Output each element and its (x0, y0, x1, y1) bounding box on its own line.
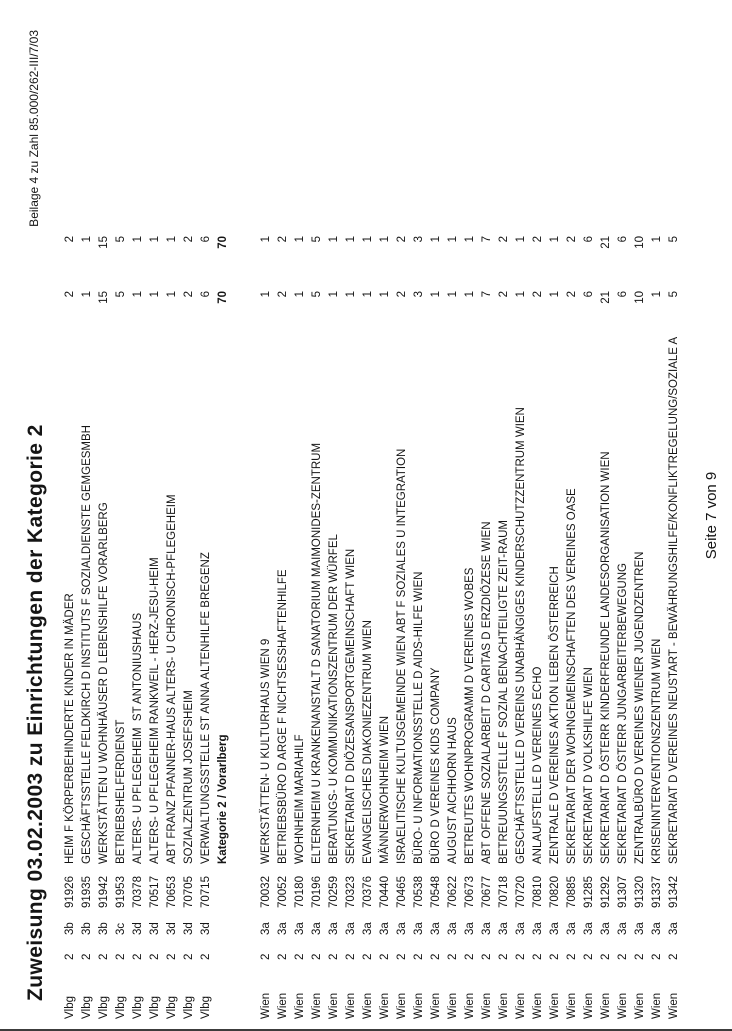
facility-name-cell: ALTERS- U PFLEGEHEIM RANKWEIL - HERZ-JESU-HEIM (149, 557, 161, 864)
count-primary-cell: 1 (515, 291, 527, 298)
sequence-cell: 2 (583, 953, 595, 960)
count-primary-cell: 7 (481, 291, 493, 298)
region-cell: Wien (379, 992, 391, 1019)
count-secondary-cell: 1 (430, 236, 442, 243)
category-cell: 3a (311, 922, 323, 935)
count-primary-cell: 5 (311, 291, 323, 298)
facility-name-cell: SEKRETARIAT D ÖSTERR JUNGARBEITERBEWEGUNG (617, 563, 629, 864)
facility-name-cell: ELTERNHEIM U KRANKENANSTALT D SANATORIUM MAIMONIDES-ZENTRUM (311, 442, 323, 864)
region-cell: Wien (396, 992, 408, 1019)
table-row (666, 0, 683, 1031)
category-cell: 3b (81, 922, 93, 935)
count-secondary-cell: 5 (115, 236, 127, 243)
region-cell: Wien (260, 992, 272, 1019)
table-row (394, 0, 411, 1031)
table-row (462, 0, 479, 1031)
row-spacer (232, 0, 258, 1031)
count-secondary-cell: 5 (668, 236, 680, 243)
sequence-cell: 2 (617, 953, 629, 960)
sequence-cell: 2 (277, 953, 289, 960)
count-secondary-cell: 2 (498, 236, 510, 243)
facility-name-cell: HEIM F KÖRPERBEHINDERTE KINDER IN MÄDER (64, 593, 76, 864)
count-primary-cell: 3 (413, 291, 425, 298)
table-row (530, 0, 547, 1031)
table-row (428, 0, 445, 1031)
page-number: Seite 7 von 9 (703, 471, 720, 560)
region-cell: Wien (447, 992, 459, 1019)
category-cell: 3c (115, 922, 127, 935)
count-secondary-cell: 6 (617, 236, 629, 243)
count-primary-cell: 1 (447, 291, 459, 298)
region-cell: Wien (413, 992, 425, 1019)
count-primary-cell: 6 (617, 291, 629, 298)
facility-name-cell: GESCHÄFTSSTELLE FELDKIRCH D INSTITUTS F SOZIALDIENSTE GEMGESMBH (81, 425, 93, 864)
table-row (479, 0, 496, 1031)
region-cell: Wien (345, 992, 357, 1019)
table-row (547, 0, 564, 1031)
region-cell: Wien (532, 992, 544, 1019)
region-cell: Wien (566, 992, 578, 1019)
count-primary-cell: 5 (115, 291, 127, 298)
sequence-cell: 2 (311, 953, 323, 960)
sequence-cell: 2 (64, 953, 76, 960)
count-secondary-cell: 10 (634, 236, 646, 249)
facility-name-cell: SOZIALZENTRUM JOSEFSHEIM (183, 690, 195, 864)
page-title: Zuweisung 03.02.2003 zu Einrichtungen der Kategorie 2 (24, 424, 47, 1001)
count-secondary-cell: 21 (600, 236, 612, 249)
count-primary-cell: 70 (217, 291, 229, 304)
count-primary-cell: 2 (498, 291, 510, 298)
category-cell: 3a (532, 922, 544, 935)
table-row (147, 0, 164, 1031)
assignments-table (62, 0, 683, 1031)
facility-name-cell: BÜRO D VEREINES KIDS COMPANY (430, 667, 442, 864)
count-secondary-cell: 1 (81, 236, 93, 243)
count-primary-cell: 5 (668, 291, 680, 298)
count-primary-cell: 1 (345, 291, 357, 298)
facility-name-cell: ABT OFFENE SOZIALARBEIT D CARITAS D ERZDIÖZESE WIEN (481, 521, 493, 864)
sequence-cell: 2 (651, 953, 663, 960)
sequence-cell: 2 (413, 953, 425, 960)
facility-name-cell: ZENTRALE D VEREINES AKTION LEBEN ÖSTERREICH (549, 566, 561, 864)
category-cell: 3d (166, 922, 178, 935)
sequence-cell: 2 (566, 953, 578, 960)
sequence-cell: 2 (532, 953, 544, 960)
count-primary-cell: 1 (260, 291, 272, 298)
count-primary-cell: 2 (277, 291, 289, 298)
category-cell: 3a (566, 922, 578, 935)
table-row (113, 0, 130, 1031)
count-secondary-cell: 1 (515, 236, 527, 243)
facility-id-cell: 70259 (328, 876, 340, 908)
facility-name-cell: SEKRETARIAT D ÖSTERR KINDERFREUNDE LANDESORGANISATION WIEN (600, 451, 612, 864)
count-primary-cell: 10 (634, 291, 646, 304)
facility-id-cell: 70715 (200, 876, 212, 908)
table-row (275, 0, 292, 1031)
facility-id-cell: 91942 (98, 876, 110, 908)
count-primary-cell: 1 (166, 291, 178, 298)
category-cell: 3a (294, 922, 306, 935)
table-row (343, 0, 360, 1031)
region-cell: Vlbg (132, 995, 144, 1019)
category-cell: 3a (515, 922, 527, 935)
count-primary-cell: 1 (294, 291, 306, 298)
table-row (496, 0, 513, 1031)
sequence-cell: 2 (345, 953, 357, 960)
sequence-cell: 2 (498, 953, 510, 960)
sequence-cell: 2 (183, 953, 195, 960)
sequence-cell: 2 (294, 953, 306, 960)
region-cell: Wien (668, 992, 680, 1019)
region-cell: Vlbg (64, 995, 76, 1019)
table-row (130, 0, 147, 1031)
facility-id-cell: 70885 (566, 876, 578, 908)
sequence-cell: 2 (481, 953, 493, 960)
count-secondary-cell: 3 (413, 236, 425, 243)
facility-id-cell: 70622 (447, 876, 459, 908)
count-primary-cell: 1 (362, 291, 374, 298)
table-row (564, 0, 581, 1031)
facility-id-cell: 70180 (294, 876, 306, 908)
table-row (309, 0, 326, 1031)
count-primary-cell: 1 (651, 291, 663, 298)
table-row (79, 0, 96, 1031)
sequence-cell: 2 (98, 953, 110, 960)
region-cell: Wien (430, 992, 442, 1019)
count-secondary-cell: 70 (217, 236, 229, 249)
facility-name-cell: BERATUNGS- U KOMMUNIKATIONSZENTRUM DER WÜRFEL (328, 534, 340, 864)
sequence-cell: 2 (515, 953, 527, 960)
table-row (198, 0, 215, 1031)
table-row (615, 0, 632, 1031)
count-secondary-cell: 6 (583, 236, 595, 243)
count-primary-cell: 1 (132, 291, 144, 298)
category-cell: 3a (617, 922, 629, 935)
sequence-cell: 2 (396, 953, 408, 960)
count-secondary-cell: 1 (132, 236, 144, 243)
region-cell: Vlbg (98, 995, 110, 1019)
region-cell: Wien (617, 992, 629, 1019)
facility-id-cell: 70517 (149, 876, 161, 908)
count-secondary-cell: 1 (328, 236, 340, 243)
facility-id-cell: 70538 (413, 876, 425, 908)
category-cell: 3a (430, 922, 442, 935)
count-secondary-cell: 2 (183, 236, 195, 243)
facility-id-cell: 91926 (64, 876, 76, 908)
sequence-cell: 2 (328, 953, 340, 960)
count-secondary-cell: 2 (64, 236, 76, 243)
count-primary-cell: 2 (183, 291, 195, 298)
region-cell: Wien (549, 992, 561, 1019)
count-secondary-cell: 1 (166, 236, 178, 243)
sequence-cell: 2 (379, 953, 391, 960)
category-cell: 3d (149, 922, 161, 935)
table-row (258, 0, 275, 1031)
region-cell: Wien (328, 992, 340, 1019)
facility-id-cell: 70032 (260, 876, 272, 908)
category-cell: 3a (481, 922, 493, 935)
table-row (164, 0, 181, 1031)
region-cell: Wien (600, 992, 612, 1019)
region-cell: Wien (498, 992, 510, 1019)
sequence-cell: 2 (430, 953, 442, 960)
category-cell: 3d (183, 922, 195, 935)
facility-id-cell: 70810 (532, 876, 544, 908)
table-row (632, 0, 649, 1031)
facility-id-cell: 91320 (634, 876, 646, 908)
category-cell: 3b (64, 922, 76, 935)
facility-name-cell: BETRIEBSHELFERDIENST (115, 719, 127, 864)
facility-name-cell: EVANGELISCHES DIAKONIEZENTRUM WIEN (362, 620, 374, 864)
facility-id-cell: 70653 (166, 876, 178, 908)
count-secondary-cell: 1 (549, 236, 561, 243)
facility-id-cell: 70718 (498, 876, 510, 908)
facility-name-cell: BETRIEBSBÜRO D ARGE F NICHTSESSHAFTENHILFE (277, 569, 289, 864)
sequence-cell: 2 (166, 953, 178, 960)
category-cell: 3a (413, 922, 425, 935)
facility-id-cell: 70378 (132, 876, 144, 908)
region-cell: Vlbg (200, 995, 212, 1019)
facility-name-cell: ALTERS- U PFLEGEHEIM ST ANTONIUSHAUS (132, 612, 144, 864)
count-primary-cell: 1 (81, 291, 93, 298)
region-cell: Wien (651, 992, 663, 1019)
category-cell: 3a (345, 922, 357, 935)
count-primary-cell: 6 (200, 291, 212, 298)
region-cell: Wien (583, 992, 595, 1019)
count-primary-cell: 1 (549, 291, 561, 298)
count-secondary-cell: 1 (651, 236, 663, 243)
facility-name-cell: WERKSTÄTTEN- U KULTURHAUS WIEN 9 (260, 638, 272, 864)
count-secondary-cell: 7 (481, 236, 493, 243)
facility-name-cell: GESCHÄFTSSTELLE D VEREINS UNABHÄNGIGES KINDERSCHUTZZENTRUM WIEN (515, 407, 527, 864)
table-row (292, 0, 309, 1031)
category-cell: 3a (583, 922, 595, 935)
sequence-cell: 2 (81, 953, 93, 960)
facility-id-cell: 91342 (668, 876, 680, 908)
sequence-cell: 2 (668, 953, 680, 960)
region-cell: Vlbg (115, 995, 127, 1019)
facility-name-cell: AUGUST AICHHORN HAUS (447, 717, 459, 864)
facility-id-cell: 70465 (396, 876, 408, 908)
count-primary-cell: 15 (98, 291, 110, 304)
facility-name-cell: SEKRETARIAT DER WOHNGEMEINSCHAFTEN DES VEREINES OASE (566, 488, 578, 864)
facility-name-cell: BÜRO- U INFORMATIONSSTELLE D AIDS-HILFE WIEN (413, 571, 425, 864)
category-cell: 3a (328, 922, 340, 935)
category-cell: 3a (634, 922, 646, 935)
region-cell: Wien (294, 992, 306, 1019)
table-row (513, 0, 530, 1031)
count-primary-cell: 1 (430, 291, 442, 298)
count-secondary-cell: 1 (464, 236, 476, 243)
facility-name-cell: SEKRETARIAT D VEREINES NEUSTART - BEWÄHRUNGSHILFE/KONFLIKTREGELUNG/SOZIALE A (668, 336, 680, 864)
facility-id-cell: 70052 (277, 876, 289, 908)
table-row (581, 0, 598, 1031)
category-cell: 3a (277, 922, 289, 935)
count-secondary-cell: 1 (294, 236, 306, 243)
region-cell: Wien (634, 992, 646, 1019)
facility-id-cell: 91935 (81, 876, 93, 908)
facility-id-cell: 91307 (617, 876, 629, 908)
count-secondary-cell: 2 (396, 236, 408, 243)
count-primary-cell: 1 (149, 291, 161, 298)
category-cell: 3b (98, 922, 110, 935)
sequence-cell: 2 (200, 953, 212, 960)
sequence-cell: 2 (549, 953, 561, 960)
facility-id-cell: 70677 (481, 876, 493, 908)
sequence-cell: 2 (149, 953, 161, 960)
category-cell: 3a (464, 922, 476, 935)
count-primary-cell: 2 (396, 291, 408, 298)
facility-id-cell: 91285 (583, 876, 595, 908)
table-row (411, 0, 428, 1031)
category-cell: 3a (549, 922, 561, 935)
count-primary-cell: 1 (464, 291, 476, 298)
table-row (62, 0, 79, 1031)
count-secondary-cell: 1 (149, 236, 161, 243)
facility-name-cell: SEKRETARIAT D DIÖZESANSPORTGEMEINSCHAFT WIEN (345, 548, 357, 864)
table-row (649, 0, 666, 1031)
table-row (326, 0, 343, 1031)
count-secondary-cell: 1 (379, 236, 391, 243)
region-cell: Wien (481, 992, 493, 1019)
category-cell: 3a (396, 922, 408, 935)
sequence-cell: 2 (132, 953, 144, 960)
count-primary-cell: 2 (566, 291, 578, 298)
sequence-cell: 2 (362, 953, 374, 960)
region-cell: Vlbg (166, 995, 178, 1019)
facility-id-cell: 91953 (115, 876, 127, 908)
sequence-cell: 2 (464, 953, 476, 960)
region-cell: Wien (277, 992, 289, 1019)
facility-name-cell: MÄNNERWOHNHEIM WIEN (379, 715, 391, 864)
table-row (445, 0, 462, 1031)
count-secondary-cell: 1 (345, 236, 357, 243)
sequence-cell: 2 (447, 953, 459, 960)
category-cell: 3d (200, 922, 212, 935)
region-cell: Vlbg (81, 995, 93, 1019)
category-cell: 3a (498, 922, 510, 935)
facility-id-cell: 91337 (651, 876, 663, 908)
table-row (598, 0, 615, 1031)
count-secondary-cell: 2 (277, 236, 289, 243)
table-row (181, 0, 198, 1031)
count-secondary-cell: 15 (98, 236, 110, 249)
count-secondary-cell: 2 (532, 236, 544, 243)
facility-name-cell: WOHNHEIM MARIAHILF (294, 734, 306, 864)
subtotal-row (215, 0, 232, 1031)
category-cell: 3a (260, 922, 272, 935)
facility-id-cell: 70820 (549, 876, 561, 908)
facility-id-cell: 91292 (600, 876, 612, 908)
facility-id-cell: 70196 (311, 876, 323, 908)
facility-name-cell: BETREUUNGSSTELLE F SOZIAL BENACHTEILIGTE ZEIT-RAUM (498, 520, 510, 864)
count-primary-cell: 2 (532, 291, 544, 298)
sequence-cell: 2 (260, 953, 272, 960)
facility-id-cell: 70440 (379, 876, 391, 908)
category-cell: 3a (651, 922, 663, 935)
facility-name-cell: VERWALTUNGSSTELLE ST ANNA ALTENHILFE BREGENZ (200, 552, 212, 864)
category-cell: 3a (447, 922, 459, 935)
facility-name-cell: ABT FRANZ PFANNER-HAUS ALTERS- U CHRONISCH-PFLEGEHEIM (166, 494, 178, 864)
count-primary-cell: 1 (379, 291, 391, 298)
table-row (360, 0, 377, 1031)
count-secondary-cell: 5 (311, 236, 323, 243)
facility-name-cell: ISRAELITISCHE KULTUSGEMEINDE WIEN ABT F SOZIALES U INTEGRATION (396, 448, 408, 864)
count-secondary-cell: 2 (566, 236, 578, 243)
category-cell: 3a (362, 922, 374, 935)
count-primary-cell: 6 (583, 291, 595, 298)
facility-name-cell: BETREUTES WOHNPROGRAMM D VEREINES WOBES (464, 567, 476, 864)
count-secondary-cell: 6 (200, 236, 212, 243)
facility-name-cell: SEKRETARIAT D VOLKSHILFE WIEN (583, 667, 595, 864)
facility-name-cell: ANLAUFSTELLE D VEREINES ECHO (532, 666, 544, 864)
facility-id-cell: 70548 (430, 876, 442, 908)
facility-id-cell: 70720 (515, 876, 527, 908)
table-row (96, 0, 113, 1031)
category-cell: 3a (379, 922, 391, 935)
count-secondary-cell: 1 (260, 236, 272, 243)
facility-name-cell: ZENTRALBÜRO D VEREINES WIENER JUGENDZENTREN (634, 551, 646, 864)
category-cell: 3d (132, 922, 144, 935)
count-primary-cell: 2 (64, 291, 76, 298)
facility-name-cell: Kategorie 2 / Vorarlberg (217, 734, 229, 864)
facility-id-cell: 70323 (345, 876, 357, 908)
category-cell: 3a (600, 922, 612, 935)
facility-id-cell: 70376 (362, 876, 374, 908)
sequence-cell: 2 (634, 953, 646, 960)
count-primary-cell: 1 (328, 291, 340, 298)
table-row (377, 0, 394, 1031)
region-cell: Vlbg (183, 995, 195, 1019)
facility-id-cell: 70705 (183, 876, 195, 908)
region-cell: Wien (311, 992, 323, 1019)
sequence-cell: 2 (115, 953, 127, 960)
count-primary-cell: 21 (600, 291, 612, 304)
count-secondary-cell: 1 (362, 236, 374, 243)
region-cell: Wien (515, 992, 527, 1019)
category-cell: 3a (668, 922, 680, 935)
count-secondary-cell: 1 (447, 236, 459, 243)
facility-name-cell: KRISENINTERVENTIONSZENTRUM WIEN (651, 638, 663, 864)
facility-name-cell: WERKSTÄTTEN U WOHNHÄUSER D LEBENSHILFE VORARLBERG (98, 502, 110, 864)
facility-id-cell: 70673 (464, 876, 476, 908)
sequence-cell: 2 (600, 953, 612, 960)
region-cell: Wien (362, 992, 374, 1019)
region-cell: Wien (464, 992, 476, 1019)
region-cell: Vlbg (149, 995, 161, 1019)
annex-reference: Beilage 4 zu Zahl 85.000/262-III/7/03 (27, 30, 41, 227)
